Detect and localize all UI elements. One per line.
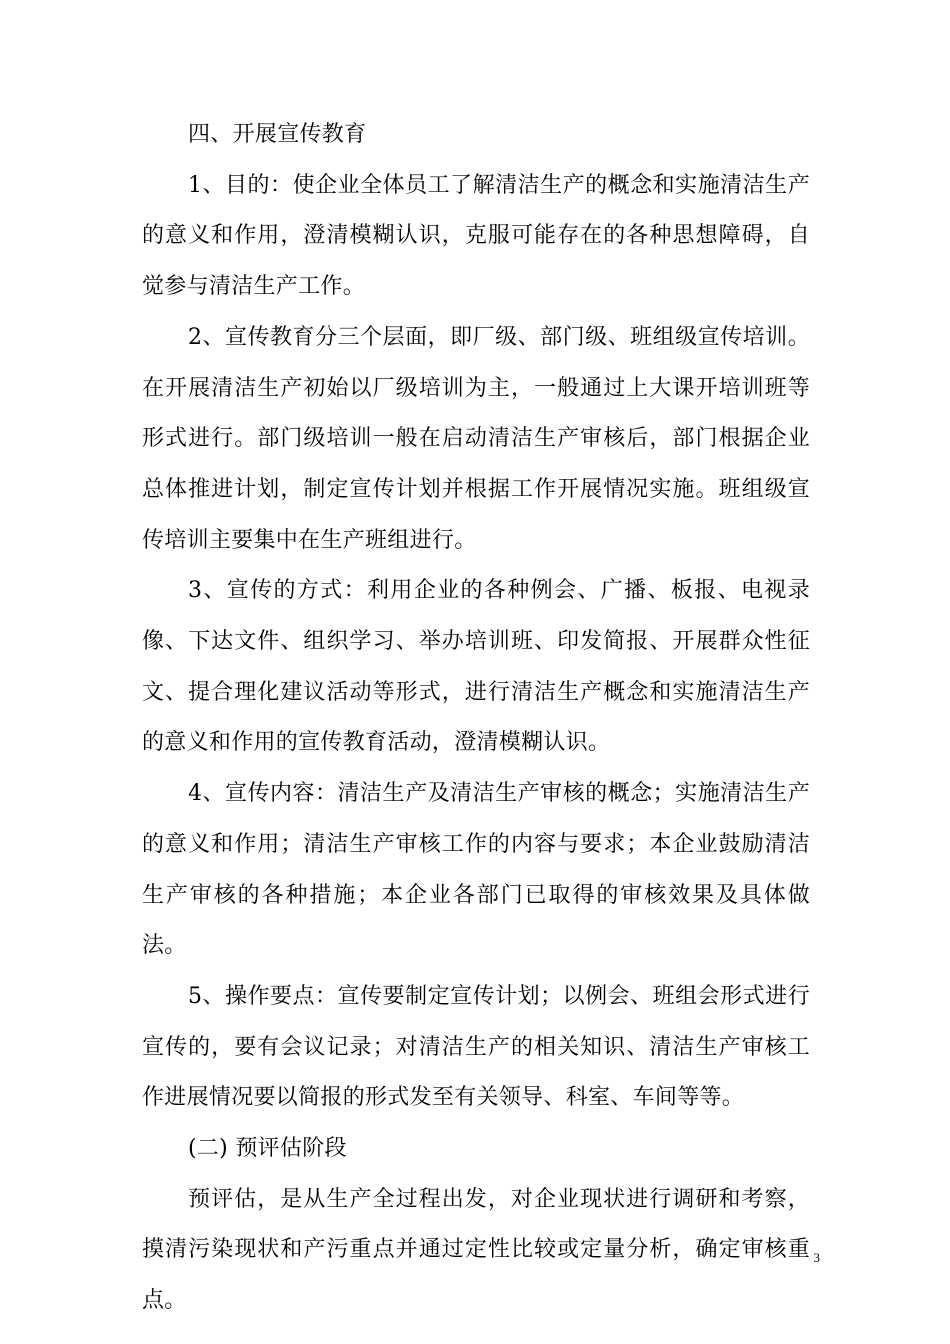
paragraph-pre-assessment: 预评估，是从生产全过程出发，对企业现状进行调研和考察，摸清污染现状和产污重点并通过定性比较或定量分析，确定审核重点。 [142, 1186, 810, 1314]
paragraph-publicity-content: 4、宣传内容：清洁生产及清洁生产审核的概念；实施清洁生产的意义和作用；清洁生产审核工作的内容与要求；本企业鼓励清洁生产审核的各种措施；本企业各部门已取得的审核效果及具体做法。 [142, 781, 810, 959]
paragraph-purpose: 1、目的：使企业全体员工了解清洁生产的概念和实施清洁生产的意义和作用，澄清模糊认识，克服可能存在的各种思想障碍，自觉参与清洁生产工作。 [142, 172, 810, 300]
document-body [142, 110, 810, 1327]
section-heading: 四、开展宣传教育 [188, 122, 367, 147]
page-number: 3 [813, 1250, 820, 1265]
paragraph-key-points: 5、操作要点：宣传要制定宣传计划；以例会、班组会形式进行宣传的，要有会议记录；对清洁生产的相关知识、清洁生产审核工作进展情况要以简报的形式发至有关领导、科室、车间等等。 [142, 983, 810, 1111]
paragraph-training-levels: 2、宣传教育分三个层面，即厂级、部门级、班组级宣传培训。在开展清洁生产初始以厂级培训为主，一般通过上大课开培训班等形式进行。部门级培训一般在启动清洁生产审核后，部门根据企业总体推进计划，制定宣传计划并根据工作开展情况实施。班组级宣传培训主要集中在生产班组进行。 [142, 324, 810, 553]
paragraph-publicity-methods: 3、宣传的方式：利用企业的各种例会、广播、板报、电视录像、下达文件、组织学习、举办培训班、印发简报、开展群众性征文、提合理化建议活动等形式，进行清洁生产概念和实施清洁生产的意义和作用的宣传教育活动，澄清模糊认识。 [142, 578, 810, 756]
subsection-heading: (二) 预评估阶段 [188, 1136, 347, 1162]
